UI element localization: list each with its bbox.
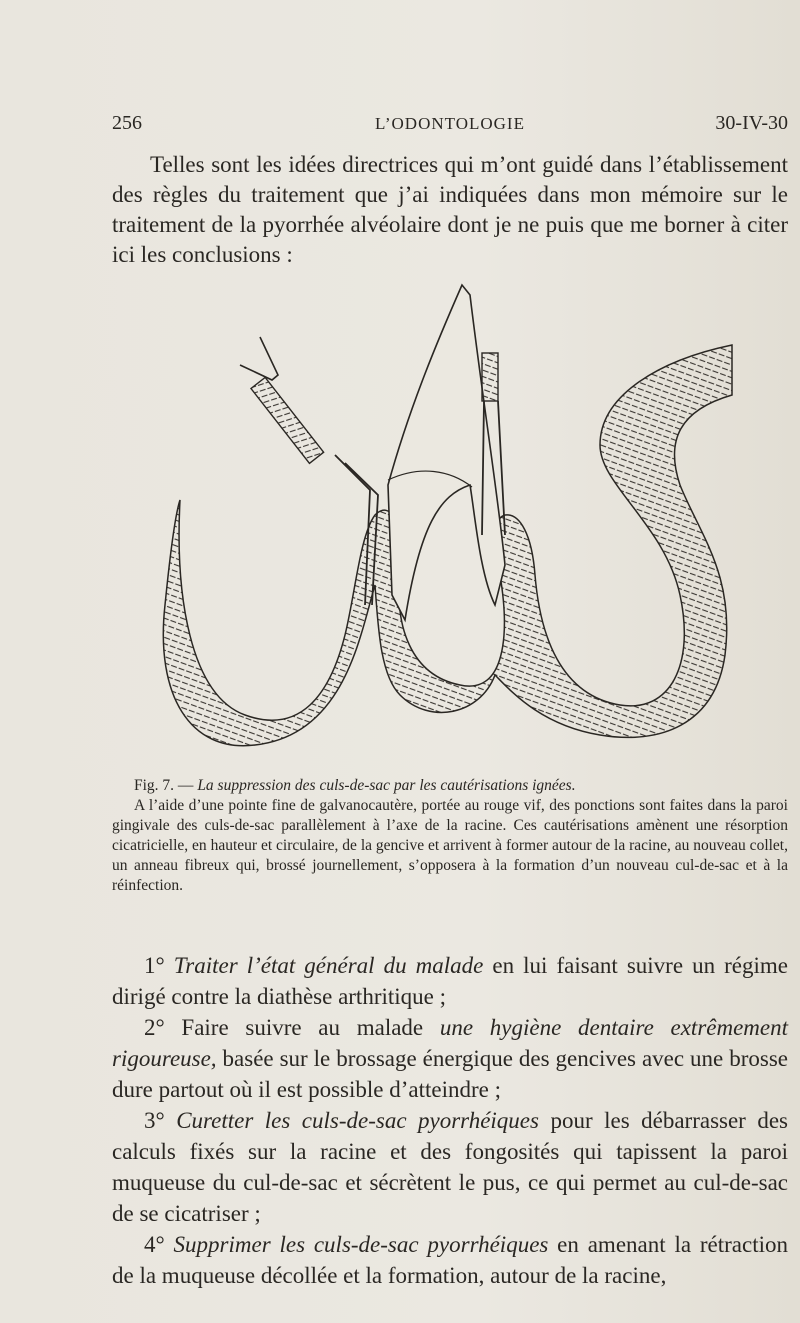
journal-title: L’ODONTOLOGIE xyxy=(375,114,525,133)
issue-date: 30-IV-30 xyxy=(715,112,788,134)
cautery-instrument-left xyxy=(240,337,378,605)
caption-title-line xyxy=(112,776,788,796)
page-number: 256 xyxy=(112,112,142,134)
conclusion-item: 4° Supprimer les culs-de-sac pyorrhéiques en amenant la rétraction de la muqueuse décollée et la formation, autour de la racine, xyxy=(112,1232,788,1288)
caption-title: La suppression des culs-de-sac par les cautérisations ignées. xyxy=(197,777,576,794)
conclusion-item: 3° Curetter les culs-de-sac pyorrhéiques pour les débarrasser des calculs fixés sur la racine et des fongosités qui tapissent la paroi muqueuse du cul-de-sac et sécrètent le pus, ce qui permet au cul-de-sac de se cicatriser ; xyxy=(112,1108,788,1226)
tooth xyxy=(388,285,505,620)
figure-caption xyxy=(112,776,788,896)
figure-illustration xyxy=(160,275,740,775)
running-header xyxy=(112,112,788,140)
caption-body: A l’aide d’une pointe fine de galvanocautère, portée au rouge vif, des ponctions sont faites dans la paroi gingivale des culs-de-sac parallèlement à l’axe de la racine. Ces cautérisations amènent une résorption cicatricielle, en hauteur et circulaire, de la gencive et arrivent à former autour de la racine, au nouveau collet, un anneau fibreux qui, brossé journellement, s’opposera à la formation d’un nouveau cul-de-sac et à la réinfection. xyxy=(112,797,788,894)
caption-label: Fig. 7. — xyxy=(134,777,194,794)
conclusion-item: 1° Traiter l’état général du malade en lui faisant suivre un régime dirigé contre la diathèse arthritique ; xyxy=(112,953,788,1009)
intro-paragraph xyxy=(112,150,788,270)
conclusions xyxy=(112,950,788,1291)
intro-text: Telles sont les idées directrices qui m’ont guidé dans l’établissement des règles du traitement que j’ai indiquées dans mon mémoire sur le traitement de la pyorrhée alvéolaire dont je ne puis que me borner à citer ici les conclusions : xyxy=(112,152,788,267)
conclusion-item: 2° Faire suivre au malade une hygiène dentaire extrêmement rigoureuse, basée sur le brossage énergique des gencives avec une brosse dure partout où il est possible d’atteindre ; xyxy=(112,1015,789,1102)
